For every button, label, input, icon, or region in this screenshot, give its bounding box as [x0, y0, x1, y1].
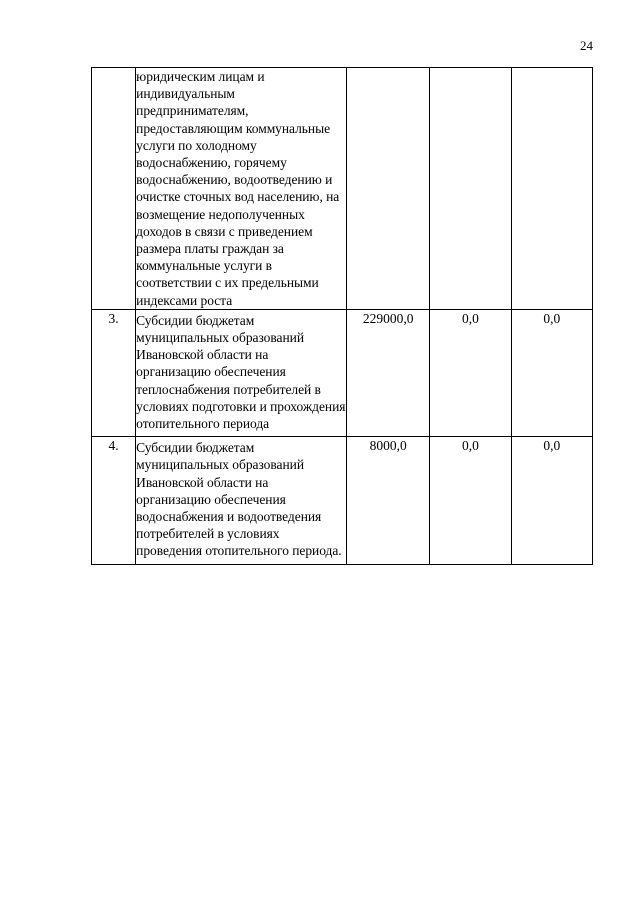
row-number-cell [92, 68, 136, 310]
value-cell-3: 0,0 [511, 309, 592, 436]
page-number: 24 [580, 38, 593, 53]
value-cell-1 [347, 68, 430, 310]
value-cell-3 [511, 68, 592, 310]
budget-table [91, 67, 593, 565]
row-number-cell: 4. [92, 437, 136, 564]
value-cell-2: 0,0 [430, 309, 511, 436]
row-number-cell: 3. [92, 309, 136, 436]
row-name-cell: Субсидии бюджетам муниципальных образований Ивановской области на организацию обеспечения водоснабжения и водоотведения потребителей в условиях проведения отопительного периода. [136, 437, 347, 564]
value-cell-1: 8000,0 [347, 437, 430, 564]
value-cell-2: 0,0 [430, 437, 511, 564]
table-row [92, 309, 593, 436]
value-cell-3: 0,0 [511, 437, 592, 564]
value-cell-2 [430, 68, 511, 310]
row-name-cell: Субсидии бюджетам муниципальных образований Ивановской области на организацию обеспечения теплоснабжения потребителей в условиях подготовки и прохождения отопительного периода [136, 309, 347, 436]
table-row [92, 437, 593, 564]
table-row [92, 68, 593, 310]
row-name-cell: юридическим лицам и индивидуальным предпринимателям, предоставляющим коммунальные услуги по холодному водоснабжению, горячему водоснабжению, водоотведению и очистке сточных вод населению, на возмещение недополученных доходов в связи с приведением размера платы граждан за коммунальные услуги в соответствии с их предельными индексами роста [136, 68, 347, 310]
value-cell-1: 229000,0 [347, 309, 430, 436]
